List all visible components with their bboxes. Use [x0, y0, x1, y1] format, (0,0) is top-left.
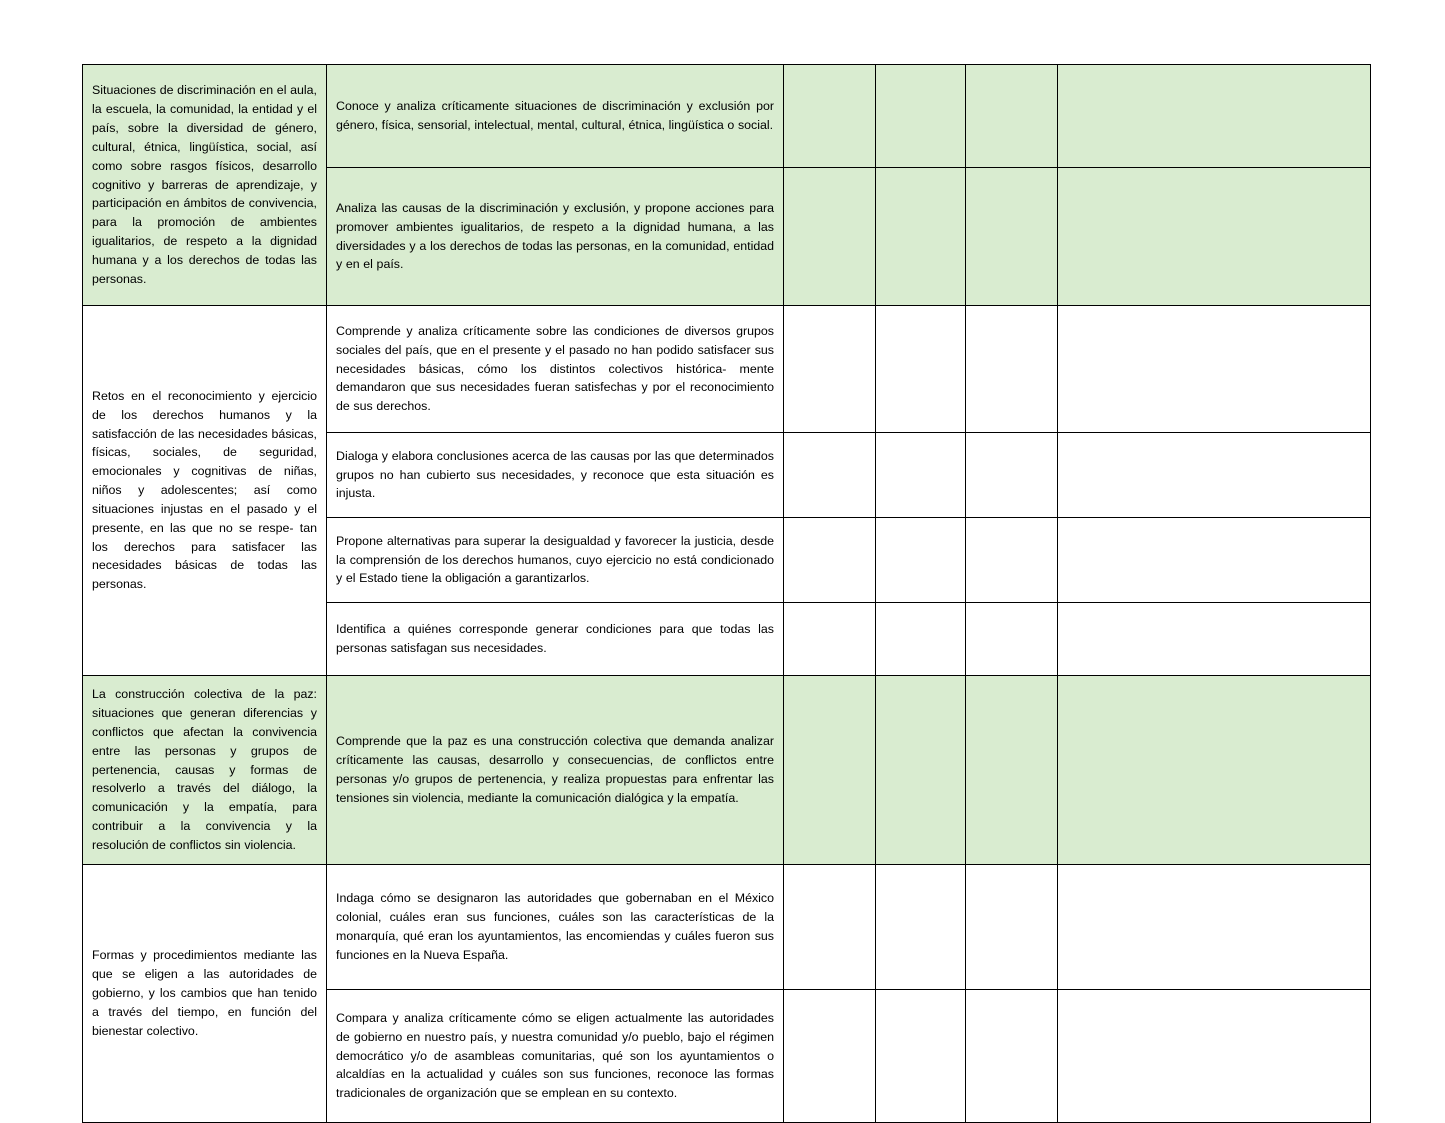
outcome-cell — [327, 306, 784, 433]
theme-cell-group-3 — [83, 676, 327, 865]
outcome-cell — [327, 865, 784, 990]
outcome-text: Dialoga y elabora conclusiones acerca de las causas por las que determinados grupos no han cubierto sus necesidades, y reconoce que esta situación es injusta. — [336, 448, 774, 501]
blank-cell-2[interactable] — [876, 865, 966, 990]
blank-cell-1[interactable] — [784, 433, 876, 518]
theme-text: Retos en el reconocimiento y ejercicio de los derechos humanos y la satisfacción de las necesidades básicas, físicas, sociales, de seguridad, emocionales y cognitivas de niñas, niños y adolescentes; así como situaciones injustas en el pasado y el presente, en las que no se respe- tan los derechos para satisfacer las necesidades básicas de todas las personas. — [92, 388, 317, 592]
blank-cell-4[interactable] — [1058, 433, 1371, 518]
outcome-cell — [327, 676, 784, 865]
blank-cell-2[interactable] — [876, 433, 966, 518]
outcome-text: Compara y analiza críticamente cómo se eligen actualmente las autoridades de gobierno en nuestro país, y nuestra comunidad y/o pueblo, bajo el régimen democrático y/o de asambleas comunitarias, qué son los ayuntamientos o alcaldías en la actualidad y cuáles son sus funciones, reconoce las formas tradicionales de organización que se emplean en su contexto. — [336, 1010, 774, 1101]
table-row — [83, 865, 1371, 990]
blank-cell-2[interactable] — [876, 603, 966, 676]
blank-cell-1[interactable] — [784, 865, 876, 990]
outcome-cell — [327, 433, 784, 518]
blank-cell-3[interactable] — [966, 990, 1058, 1123]
outcome-cell — [327, 990, 784, 1123]
blank-cell-3[interactable] — [966, 433, 1058, 518]
theme-text: Situaciones de discriminación en el aula, la escuela, la comunidad, la entidad y el país, sobre la diversidad de género, cultural, étnica, lingüística, social, así como sobre rasgos físicos, desarrollo cognitivo y barreras de aprendizaje, y participación en ámbitos de convivencia, para la promoción de ambientes igualitarios, de respeto a la dignidad humana y a los derechos de todas las personas. — [92, 83, 317, 286]
theme-cell-group-4 — [83, 865, 327, 1123]
theme-cell-group-2 — [83, 306, 327, 676]
blank-cell-1[interactable] — [784, 676, 876, 865]
blank-cell-3[interactable] — [966, 676, 1058, 865]
blank-cell-3[interactable] — [966, 65, 1058, 168]
blank-cell-3[interactable] — [966, 518, 1058, 603]
table-body — [83, 65, 1371, 1123]
blank-cell-1[interactable] — [784, 990, 876, 1123]
blank-cell-4[interactable] — [1058, 990, 1371, 1123]
blank-cell-2[interactable] — [876, 168, 966, 306]
blank-cell-2[interactable] — [876, 676, 966, 865]
outcome-cell — [327, 168, 784, 306]
outcome-text: Identifica a quiénes corresponde generar condiciones para que todas las personas satisfagan sus necesidades. — [336, 622, 774, 655]
outcome-text: Comprende y analiza críticamente sobre las condiciones de diversos grupos sociales del país, que en el presente y el pasado no han podido satisfacer sus necesidades básicas, cómo los distintos colectivos histórica- mente demandaron que sus necesidades fueran satisfechas y por el reconocimiento de sus derechos. — [336, 323, 774, 414]
theme-cell-group-1 — [83, 65, 327, 306]
outcome-text: Indaga cómo se designaron las autoridades que gobernaban en el México colonial, cuáles eran sus funciones, cuáles son las características de la monarquía, qué eran los ayuntamientos, las encomiendas y cuáles fueron sus funciones en la Nueva España. — [336, 891, 774, 962]
blank-cell-2[interactable] — [876, 518, 966, 603]
outcome-text: Comprende que la paz es una construcción colectiva que demanda analizar críticamente las causas, desarrollo y consecuencias, de conflictos entre personas y/o grupos de pertenencia, y realiza propuestas para enfrentar las tensiones sin violencia, mediante la comunicación dialógica y la empatía. — [336, 734, 774, 805]
table-row — [83, 676, 1371, 865]
blank-cell-1[interactable] — [784, 603, 876, 676]
blank-cell-2[interactable] — [876, 990, 966, 1123]
blank-cell-4[interactable] — [1058, 603, 1371, 676]
blank-cell-1[interactable] — [784, 168, 876, 306]
outcome-cell — [327, 65, 784, 168]
blank-cell-1[interactable] — [784, 65, 876, 168]
blank-cell-3[interactable] — [966, 603, 1058, 676]
blank-cell-3[interactable] — [966, 865, 1058, 990]
blank-cell-4[interactable] — [1058, 676, 1371, 865]
outcome-cell — [327, 603, 784, 676]
blank-cell-1[interactable] — [784, 306, 876, 433]
outcome-cell — [327, 518, 784, 603]
blank-cell-4[interactable] — [1058, 168, 1371, 306]
table-row — [83, 306, 1371, 433]
theme-text: La construcción colectiva de la paz: situaciones que generan diferencias y conflictos que afectan la convivencia entre las personas y grupos de pertenencia, causas y formas de resolverlo a través del diálogo, la comunicación y la empatía, para contribuir a la convivencia y la resolución de conflictos sin violencia. — [92, 687, 317, 852]
outcome-text: Analiza las causas de la discriminación y exclusión, y propone acciones para promover ambientes igualitarios, de respeto a la dignidad humana, a las diversidades y a los derechos de todas las personas, en la comunidad, entidad y en el país. — [336, 200, 774, 272]
blank-cell-4[interactable] — [1058, 518, 1371, 603]
outcome-text: Propone alternativas para superar la desigualdad y favorecer la justicia, desde la comprensión de los derechos humanos, cuyo ejercicio no está condicionado y el Estado tiene la obligación a garantizarlos. — [336, 533, 774, 586]
theme-text: Formas y procedimientos mediante las que se eligen a las autoridades de gobierno, y los cambios que han tenido a través del tiempo, en función del bienestar colectivo. — [92, 948, 317, 1038]
blank-cell-4[interactable] — [1058, 306, 1371, 433]
blank-cell-3[interactable] — [966, 306, 1058, 433]
blank-cell-3[interactable] — [966, 168, 1058, 306]
blank-cell-2[interactable] — [876, 65, 966, 168]
blank-cell-1[interactable] — [784, 518, 876, 603]
table-row — [83, 65, 1371, 168]
blank-cell-4[interactable] — [1058, 865, 1371, 990]
blank-cell-2[interactable] — [876, 306, 966, 433]
outcome-text: Conoce y analiza críticamente situaciones de discriminación y exclusión por género, física, sensorial, intelectual, mental, cultural, étnica, lingüística o social. — [336, 99, 774, 132]
curriculum-assessment-table — [82, 64, 1371, 1123]
blank-cell-4[interactable] — [1058, 65, 1371, 168]
